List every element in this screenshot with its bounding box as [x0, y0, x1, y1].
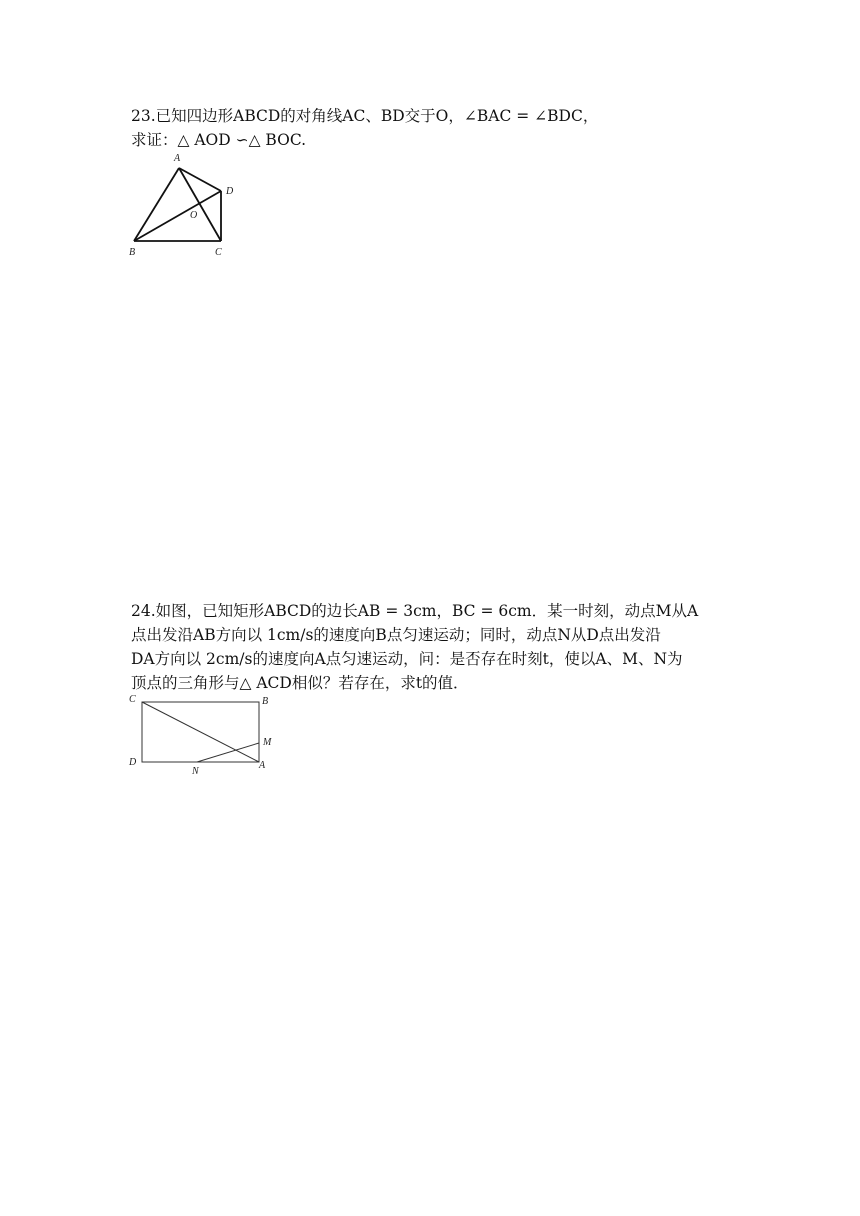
label-b: B	[129, 247, 136, 258]
label-n: N	[192, 766, 199, 777]
label-a: A	[259, 760, 266, 771]
diagonal-ca	[142, 702, 259, 762]
label-c: C	[129, 694, 136, 705]
question-24-figure	[124, 688, 284, 780]
label-d: D	[129, 757, 137, 768]
question-24-line-1: 24.如图，已知矩形ABCD的边长AB = 3cm，BC = 6cm．某一时刻，动点M从A	[131, 602, 699, 620]
question-23	[131, 104, 598, 152]
label-a: A	[174, 153, 181, 164]
label-d: D	[226, 186, 234, 197]
label-o: O	[190, 210, 198, 221]
label-c: C	[215, 247, 222, 258]
question-24	[131, 599, 698, 695]
question-23-figure	[124, 150, 244, 260]
question-23-line-2: 求证：△ AOD ∽△ BOC.	[131, 131, 307, 149]
question-24-line-3: DA方向以 2cm/s的速度向A点匀速运动，问：是否存在时刻t，使以A、M、N为	[131, 650, 683, 668]
question-23-line-1: 23.已知四边形ABCD的对角线AC、BD交于O，∠BAC = ∠BDC，	[131, 107, 599, 125]
segment-ab	[134, 168, 179, 241]
label-b: B	[262, 696, 269, 707]
question-24-line-4: 顶点的三角形与△ ACD相似？若存在，求t的值．	[131, 674, 469, 692]
diagonal-bd	[134, 191, 221, 241]
label-m: M	[263, 737, 272, 748]
question-24-line-2: 点出发沿AB方向以 1cm/s的速度向B点匀速运动；同时，动点N从D点出发沿	[131, 626, 661, 644]
